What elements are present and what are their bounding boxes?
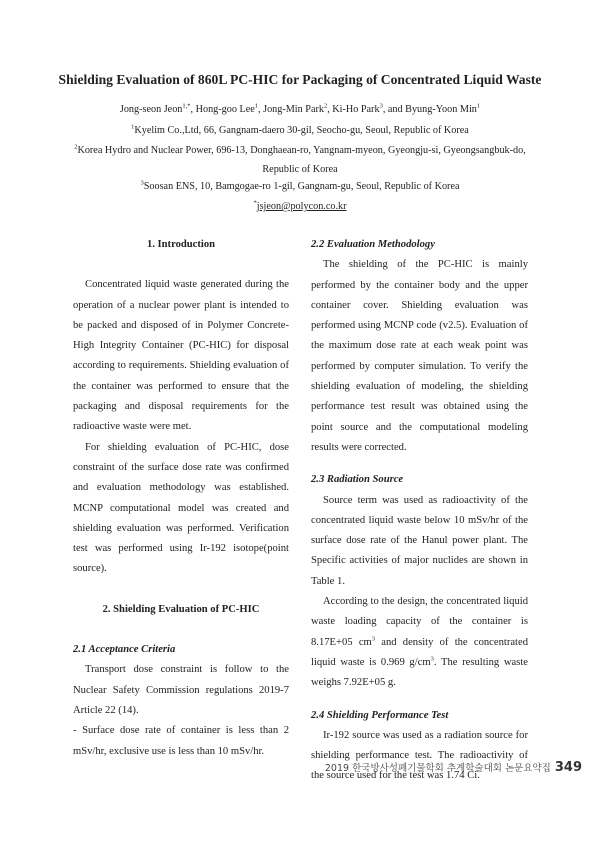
aff3-text: Soosan ENS, 10, Bamgogae-ro 1-gil, Gangnam-gu, Seoul, Republic of Korea [143, 181, 460, 192]
heading-introduction: 1. Introduction [146, 239, 216, 250]
page-number: 349 [554, 760, 582, 775]
aff1-text: Kyelim Co.,Ltd, 66, Gangnam-daero 30-gil, Seocho-gu, Seoul, Republic of Korea [134, 125, 469, 136]
acceptance-bullet: - Surface dose rate of container is less than 2 mSv/hr, exclusive use is less than 10 mSv/hr. [73, 725, 289, 757]
left-column [73, 235, 289, 762]
affiliation-2-line2: Republic of Korea [262, 164, 338, 175]
affiliation-3 [0, 181, 600, 192]
author-line [0, 104, 600, 115]
aff2-text-line1: Korea Hydro and Nuclear Power, 696-13, Donghaean-ro, Yangnam-myeon, Gyeongju-si, Gyeongsangbuk-do, [77, 145, 526, 156]
author-3: , Jong-Min Park [258, 104, 324, 115]
aff1-sup: 1 [131, 123, 135, 131]
source-p2-part-b: and density of the concentrated liquid waste is 0.969 g/cm [311, 636, 528, 668]
footer-conference: 2019 한국방사성폐기물학회 추계학술대회 논문요약집 [324, 763, 551, 774]
author-2-sup: 1 [254, 102, 259, 110]
source-p2-part-a: According to the design, the concentrated liquid waste loading capacity of the container is 8.17E+05 cm [311, 596, 528, 648]
author-5-sup: 1 [476, 102, 481, 110]
heading-shielding-performance-test: 2.4 Shielding Performance Test [311, 709, 449, 721]
heading-acceptance-criteria: 2.1 Acceptance Criteria [73, 644, 176, 656]
intro-paragraph-1: Concentrated liquid waste generated during the operation of a nuclear power plant is intended to be packed and disposed of in Polymer Concrete-High Integrity Container (PC-HIC) for disposal according to requirements. Shielding evaluation of the container was performed to ensure that the packaging and disposal requirements for the radioactive waste were met. [73, 279, 289, 433]
author-2: , Hong-goo Lee [190, 104, 255, 115]
source-p2-part-c: . The resulting waste weighs 7.92E+05 g. [311, 656, 528, 689]
heading-evaluation-methodology: 2.2 Evaluation Methodology [311, 239, 435, 250]
affiliation-1 [0, 125, 600, 136]
email-link[interactable]: jsjeon@polycon.co.kr [256, 201, 347, 212]
author-3-sup: 2 [323, 102, 328, 110]
email-sup: * [253, 199, 257, 207]
page-footer [325, 760, 582, 775]
heading-section-2: 2. Shielding Evaluation of PC-HIC [102, 603, 260, 615]
acceptance-paragraph: Transport dose constraint is follow to the Nuclear Safety Commission regulations 2019-7 Article 22 (14). [73, 664, 289, 716]
source-p2-sup-2: 3 [430, 655, 434, 663]
performance-test-paragraph: Ir-192 source was used as a radiation source for shielding performance test. The radioactivity of the source used for the test was 1.74 Ci. [311, 729, 528, 782]
paper-title: Shielding Evaluation of 860L PC-HIC for Packaging of Concentrated Liquid Waste [58, 72, 542, 87]
author-1-sup: 1,* [182, 102, 191, 110]
affiliation-2 [0, 145, 600, 156]
aff2-sup: 2 [74, 143, 78, 151]
intro-paragraph-2: For shielding evaluation of PC-HIC, dose constraint of the surface dose rate was confirmed and evaluation methodology was established. MCNP computational model was created and shielding evaluation was performed. Verification test was performed using Ir-192 isotope(point source). [73, 441, 289, 575]
heading-radiation-source: 2.3 Radiation Source [311, 474, 404, 486]
author-1: Jong-seon Jeon [119, 104, 183, 115]
source-paragraph-2 [311, 592, 528, 693]
aff3-sup: 3 [140, 179, 144, 187]
author-4: , Ki-Ho Park [327, 104, 380, 115]
source-p2-sup-1: 3 [371, 635, 376, 643]
corresponding-email [0, 201, 600, 212]
author-4-sup: 3 [379, 102, 383, 110]
author-5: , and Byung-Yoon Min [382, 104, 477, 115]
source-paragraph-1: Source term was used as radioactivity of the concentrated liquid waste below 10 mSv/hr of the surface dose rate of the Hanul power plant. The Specific activities of major nuclides are shown in Table 1. [311, 494, 528, 587]
right-column [311, 235, 528, 787]
methodology-paragraph: The shielding of the PC-HIC is mainly performed by the container body and the upper container cover. Shielding evaluation was performed using MCNP code (v2.5). Evaluation of the maximum dose rate at each weak point was performed by computer simulation. To verify the shielding evaluation of modeling, the shielding performance test result was obtained using the point source and the computational modeling results were corrected. [311, 259, 528, 453]
